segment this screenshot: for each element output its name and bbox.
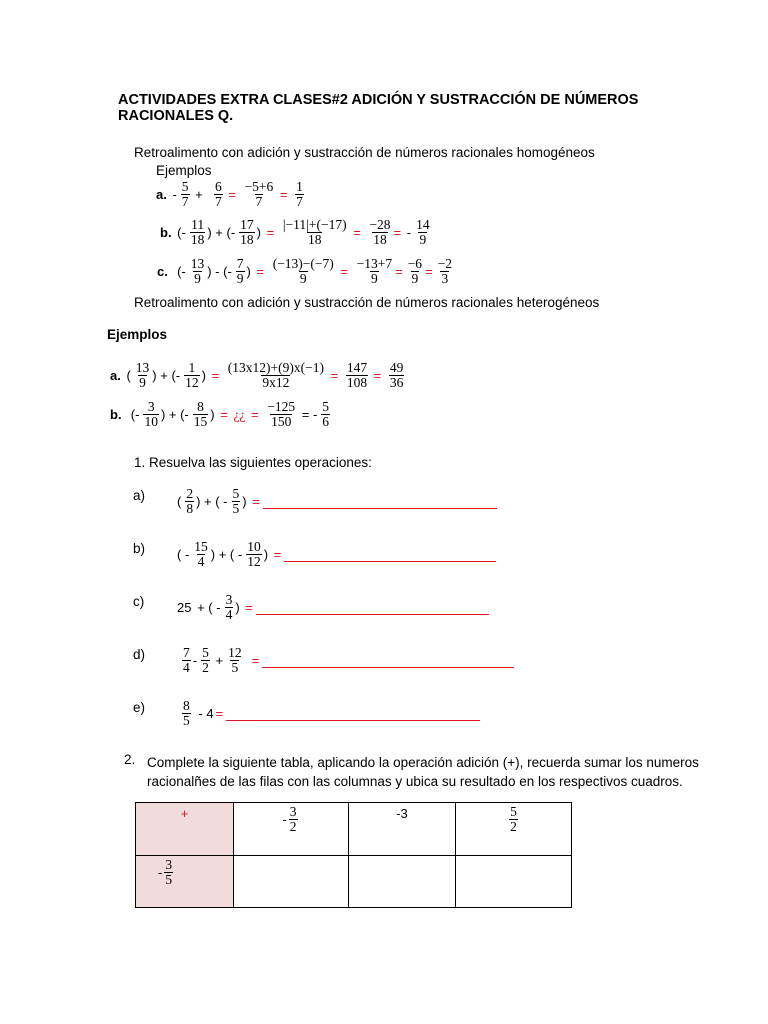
example-letter: c. xyxy=(157,264,168,280)
fraction: $\frac{13}{9}$ xyxy=(190,256,205,287)
fraction: $\frac{1}{12}$ xyxy=(185,360,199,391)
example-letter: a. xyxy=(156,187,167,203)
fraction: $\frac{147}{108}$ xyxy=(346,360,368,391)
answer-blank[interactable] xyxy=(256,600,489,615)
example-letter: b. xyxy=(110,407,122,423)
heterogeneous-examples-label: Ejemplos xyxy=(107,327,168,342)
table-answer-cell[interactable] xyxy=(349,856,456,908)
exercise-label: e) xyxy=(133,700,146,715)
example-letter: a. xyxy=(110,368,121,384)
fraction: $\frac{7}{4}$ xyxy=(183,645,190,676)
table-answer-cell[interactable] xyxy=(234,856,349,908)
question-marks: ¿¿ xyxy=(233,406,246,422)
fraction: $\frac{8}{15}$ xyxy=(193,399,208,430)
answer-blank[interactable] xyxy=(262,653,514,668)
exercise-2-number: 2. xyxy=(124,752,136,767)
fraction: $\frac{5}{6}$ xyxy=(322,399,330,430)
fraction: $\frac{(-13)-(-7)}{9}$ xyxy=(272,256,334,287)
homogeneous-examples-label: Ejemplos xyxy=(156,163,212,178)
homogeneous-intro: Retroalimento con adición y sustracción de números racionales homogéneos xyxy=(134,145,595,160)
table-corner: + xyxy=(136,803,234,856)
fraction: $\frac{5}{2}$ xyxy=(510,804,517,835)
fraction: $\frac{2}{8}$ xyxy=(186,486,194,517)
fraction: $\frac{7}{9}$ xyxy=(236,256,244,287)
table-header-cell xyxy=(456,803,572,856)
fraction: $\frac{-125}{150}$ xyxy=(267,399,296,430)
fraction: $\frac{-5+6}{7}$ xyxy=(244,179,274,210)
fraction: $\frac{3}{5}$ xyxy=(165,857,173,888)
fraction: $\frac{3}{2}$ xyxy=(289,804,297,835)
table-header-cell: -3 xyxy=(349,803,456,856)
fraction: $\frac{15}{4}$ xyxy=(194,539,208,570)
fraction: $\frac{-28}{18}$ xyxy=(369,217,391,248)
answer-blank[interactable] xyxy=(284,547,496,562)
table-row-header: - $\frac{3}{5}$ xyxy=(136,856,234,908)
exercise-b: ( - $\frac{15}{4}$ ) + ( - $\frac{10}{12}$ ) = xyxy=(177,540,498,569)
fraction: $\frac{5}{2}$ xyxy=(202,645,209,676)
fraction: $\frac{|-11|+(-17)}{18}$ xyxy=(282,217,347,248)
fraction: $\frac{5}{7}$ xyxy=(181,179,189,210)
example-letter: b. xyxy=(160,225,172,241)
exercise-a: ( $\frac{2}{8}$ ) + ( - $\frac{5}{5}$ ) = xyxy=(177,487,499,516)
table-header-cell: - $\frac{3}{2}$ xyxy=(234,803,349,856)
heterogeneous-example-b: b. (- $\frac{3}{10}$ ) + (- $\frac{8}{15}$ ) = ¿¿ = $\frac{-125}{150}$ = - $\frac{5}{6}$ xyxy=(110,399,330,430)
exercise-e: $\frac{8}{5}$ - 4 = xyxy=(180,699,482,728)
fraction: $\frac{5}{5}$ xyxy=(232,486,240,517)
addition-table xyxy=(135,802,572,908)
exercise-label: b) xyxy=(133,541,146,556)
exercise-c: 25 + ( - $\frac{3}{4}$ ) = xyxy=(177,593,491,622)
heterogeneous-intro: Retroalimento con adición y sustracción de números racionales heterogéneos xyxy=(134,295,600,310)
fraction: $\frac{6}{7}$ xyxy=(214,179,222,210)
exercise-1-heading: 1. Resuelva las siguientes operaciones: xyxy=(134,455,372,470)
fraction: $\frac{14}{9}$ xyxy=(416,217,430,248)
exercise-label: d) xyxy=(133,647,146,662)
exercise-label: a) xyxy=(133,488,146,503)
fraction: $\frac{12}{5}$ xyxy=(228,645,242,676)
homogeneous-example-b: b. (- $\frac{11}{18}$ ) + (- $\frac{17}{18}$ ) = $\frac{|-11|+(-17)}{18}$ = $\frac{-28}{18}$ = - $\frac{14}{9}$ xyxy=(160,217,430,248)
fraction: $\frac{-13+7}{9}$ xyxy=(356,256,393,287)
fraction: $\frac{1}{7}$ xyxy=(296,179,303,210)
title-line-2: RACIONALES Q. xyxy=(118,108,234,124)
fraction: $\frac{17}{18}$ xyxy=(240,217,254,248)
exercise-2-instructions: Complete la siguiente tabla, aplicando la operación adición (+), recuerda sumar los numeros racionalñes de las filas con las columnas y ubica su resultado en los respectivos cuadros. xyxy=(147,755,699,789)
table-answer-cell[interactable] xyxy=(456,856,572,908)
exercise-label: c) xyxy=(133,594,145,609)
fraction: $\frac{-2}{3}$ xyxy=(437,256,453,287)
answer-blank[interactable] xyxy=(226,706,480,721)
fraction: $\frac{3}{10}$ xyxy=(144,399,158,430)
fraction: $\frac{11}{18}$ xyxy=(190,217,205,248)
homogeneous-example-a: a. - $\frac{5}{7}$ + $\frac{6}{7}$ = $\frac{-5+6}{7}$ = $\frac{1}{7}$ xyxy=(156,179,303,210)
page-title xyxy=(118,92,638,124)
homogeneous-example-c: c. (- $\frac{13}{9}$ ) - (- $\frac{7}{9}$ ) = $\frac{(-13)-(-7)}{9}$ = $\frac{-13+7}{9}$ = $\frac{-6}{9}$ = $\frac{-2}{3}$ xyxy=(157,256,453,287)
fraction: $\frac{10}{12}$ xyxy=(247,539,261,570)
fraction: $\frac{8}{5}$ xyxy=(183,698,190,729)
fraction: $\frac{(13x12)+(9)x(-1)}{9x12}$ xyxy=(227,360,324,391)
title-line-1: ACTIVIDADES EXTRA CLASES#2 ADICIÓN Y SUSTRACCIÓN DE NÚMEROS xyxy=(118,92,639,108)
fraction: $\frac{3}{4}$ xyxy=(225,592,233,623)
fraction: $\frac{13}{9}$ xyxy=(135,360,150,391)
answer-blank[interactable] xyxy=(263,494,497,509)
exercise-d: $\frac{7}{4}$ - $\frac{5}{2}$ + $\frac{12}{5}$ = xyxy=(180,646,516,675)
heterogeneous-example-a: a. ( $\frac{13}{9}$ ) + (- $\frac{1}{12}$ ) = $\frac{(13x12)+(9)x(-1)}{9x12}$ = $\frac{147}{108}$ = $\frac{49}{36}$ xyxy=(110,360,404,391)
fraction: $\frac{-6}{9}$ xyxy=(407,256,423,287)
fraction: $\frac{49}{36}$ xyxy=(389,360,404,391)
